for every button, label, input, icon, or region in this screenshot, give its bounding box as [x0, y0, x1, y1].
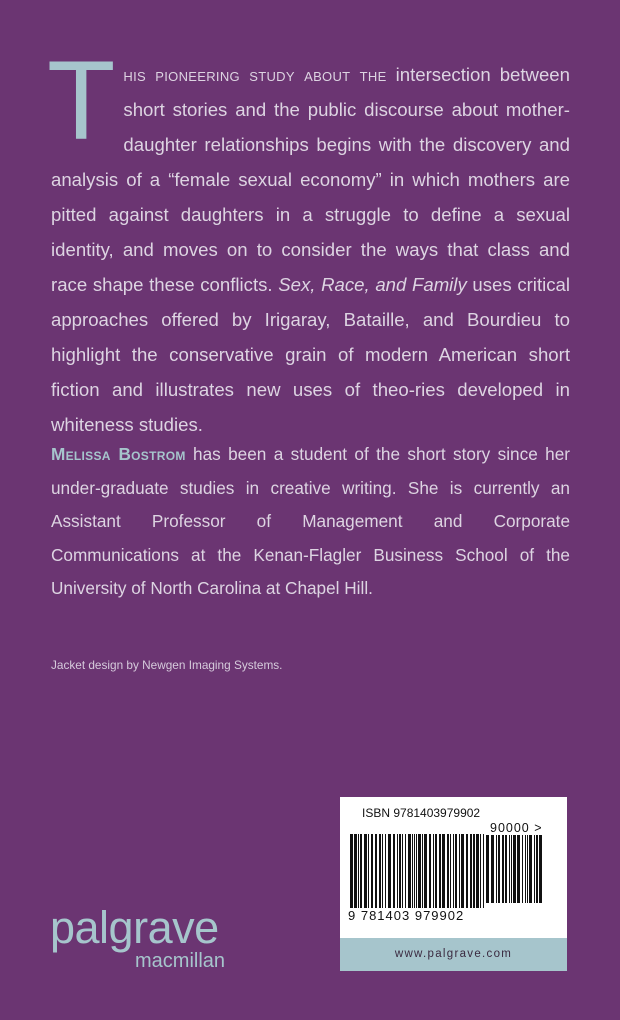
- barcode-bar: [397, 834, 398, 908]
- barcode-bar: [486, 835, 489, 903]
- ean-barcode: [350, 834, 484, 908]
- book-title: Sex, Race, and Family: [278, 274, 467, 295]
- barcode-bar: [350, 834, 353, 908]
- barcode-bar: [447, 834, 449, 908]
- jacket-credit: Jacket design by Newgen Imaging Systems.: [51, 658, 283, 672]
- barcode-bar: [371, 834, 373, 908]
- barcode-bar: [505, 835, 507, 903]
- barcode-bar: [368, 834, 369, 908]
- bio-text: has been a student of the short story since her under-graduate studies in creative writing. She is currently an Assistant Professor of Management and Corporate Communications at the Kenan-Flagler Business School of the University of North Carolina at Chapel Hill.: [51, 444, 570, 598]
- barcode-bar: [511, 835, 512, 903]
- barcode-bar: [422, 834, 423, 908]
- barcode-bar: [502, 835, 504, 903]
- barcode-bar: [418, 834, 421, 908]
- publisher-logo: [50, 902, 226, 972]
- barcode-bar: [442, 834, 445, 908]
- barcode-bar: [459, 834, 460, 908]
- blurb-paragraph: [47, 38, 571, 442]
- logo-palgrave: palgrave: [50, 902, 219, 953]
- barcode-bar: [379, 834, 381, 908]
- barcode-bar: [491, 835, 494, 903]
- barcode-bar: [513, 835, 516, 903]
- barcode-bar: [354, 834, 357, 908]
- barcode-bar: [453, 834, 454, 908]
- barcode-bar: [405, 834, 406, 908]
- barcode-bar: [496, 835, 497, 903]
- blurb-text-2: uses critical approaches offered by Irigaray, Bataille, and Bourdieu to highlight the conservative grain of modern American short fiction and illustrates new uses of theo-ries developed in whiteness studies.: [51, 274, 571, 435]
- barcode-bar: [435, 834, 437, 908]
- barcode-bar: [455, 834, 457, 908]
- barcode-bar: [416, 834, 417, 908]
- barcode-bar: [470, 834, 472, 908]
- barcode-bar: [480, 834, 481, 908]
- barcode-bar: [414, 834, 415, 908]
- barcode-bar: [539, 835, 542, 903]
- barcode-bar: [388, 834, 391, 908]
- barcode-bar: [517, 835, 520, 903]
- author-bio: [51, 438, 570, 606]
- ean-digits: 9 781403 979902: [348, 908, 465, 923]
- barcode-bar: [525, 835, 526, 903]
- barcode-bar: [399, 834, 401, 908]
- barcode-bar: [364, 834, 367, 908]
- barcode-bar: [424, 834, 427, 908]
- barcode-bar: [509, 835, 510, 903]
- barcode-bar: [466, 834, 468, 908]
- barcode-bar: [385, 834, 386, 908]
- barcode-bar: [522, 835, 523, 903]
- barcode-bar: [393, 834, 395, 908]
- barcode-bar: [408, 834, 411, 908]
- barcode-panel: [340, 797, 567, 971]
- barcode-bar: [473, 834, 475, 908]
- barcode-bar: [433, 834, 434, 908]
- barcode-bar: [412, 834, 413, 908]
- barcode-bar: [527, 835, 528, 903]
- barcode-bar: [429, 834, 431, 908]
- addon-barcode: [486, 835, 542, 903]
- barcode-bar: [529, 835, 532, 903]
- barcode-bar: [461, 834, 464, 908]
- author-name: Melissa Bostrom: [51, 444, 186, 464]
- drop-cap: T: [47, 38, 116, 163]
- barcode-bar: [498, 835, 500, 903]
- barcode-bar: [360, 834, 362, 908]
- barcode-bar: [439, 834, 441, 908]
- barcode-bar: [476, 834, 479, 908]
- website-strip: www.palgrave.com: [340, 938, 567, 971]
- logo-macmillan: macmillan: [135, 950, 226, 972]
- barcode-bar: [450, 834, 451, 908]
- barcode-bar: [402, 834, 403, 908]
- barcode-bar: [536, 835, 538, 903]
- price-code: 90000 >: [490, 821, 543, 835]
- blurb-lead: his pioneering study about the: [123, 64, 387, 85]
- isbn-label: ISBN 9781403979902: [362, 806, 481, 820]
- barcode-bar: [375, 834, 377, 908]
- barcode-bar: [382, 834, 383, 908]
- barcode-bar: [358, 834, 359, 908]
- barcode-bar: [534, 835, 535, 903]
- blurb-text-1: intersection between short stories and the public discourse about mother-daughter relationships begins with the discovery and analysis of a “female sexual economy” in which mothers are pitted against daughters in a struggle to define a sexual identity, and moves on to consider the ways that class and race shape these conflicts.: [51, 64, 570, 295]
- barcode-bar: [483, 834, 484, 908]
